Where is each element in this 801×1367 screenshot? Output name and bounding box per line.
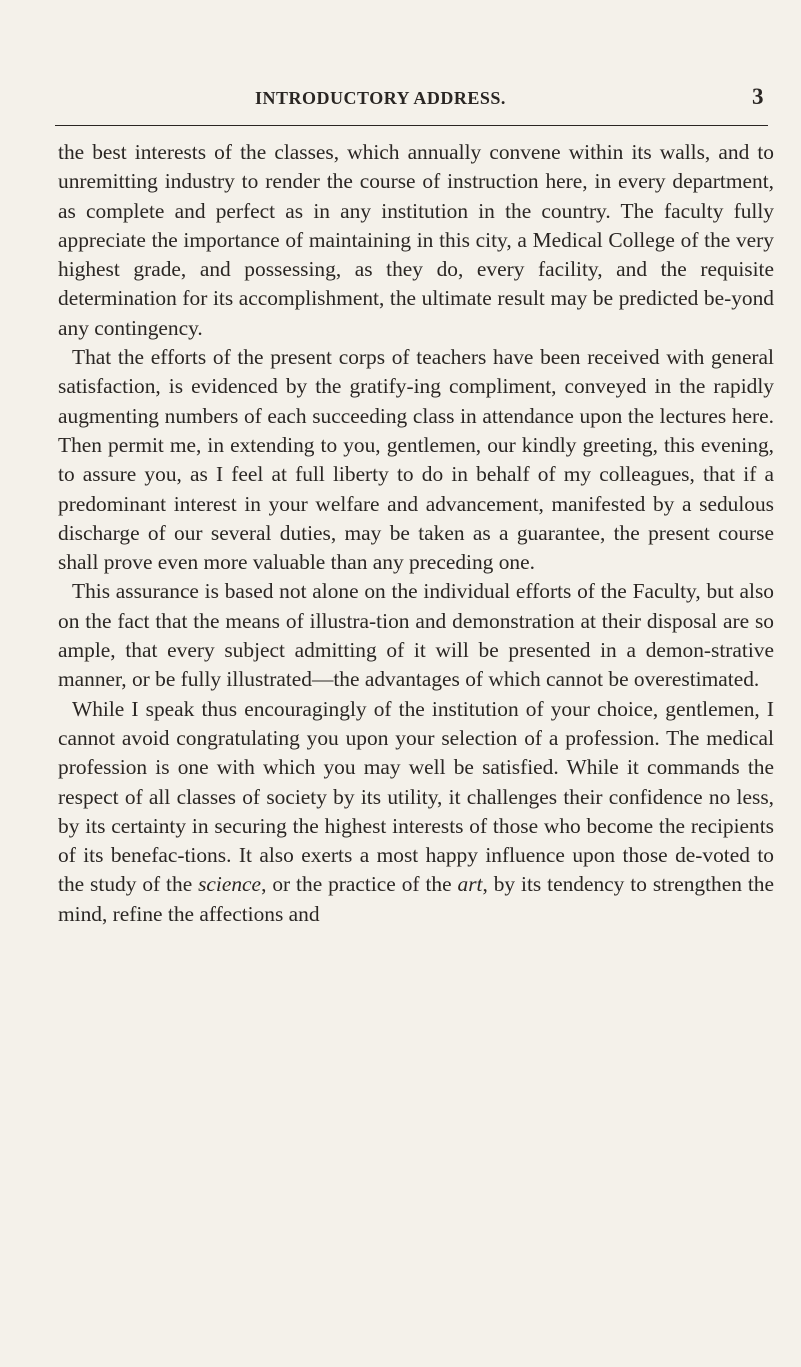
page-number: 3 xyxy=(752,84,764,109)
paragraph-4 xyxy=(58,695,774,929)
paragraph-3: This assurance is based not alone on the individual efforts of the Faculty, but also on the fact that the means of illustra-tion and demonstration at their disposal are so ample, that every subject admitting of it will be presented in a demon-strative manner, or be fully illustrated—the advantages of which cannot be overestimated. xyxy=(58,579,774,692)
paragraph-2: That the efforts of the present corps of teachers have been received with general satisfaction, is evidenced by the gratify-ing compliment, conveyed in the rapidly augmenting numbers of each succeeding class in attendance upon the lectures here. Then permit me, in extending to you, gentlemen, our kindly greeting, this evening, to assure you, as I feel at full liberty to do in behalf of my colleagues, that if a predominant interest in your welfare and advancement, manifested by a sedulous discharge of our several duties, may be taken as a guarantee, the present course shall prove even more valuable than any preceding one. xyxy=(58,345,774,575)
paragraph-4-part-2: , or the practice of the xyxy=(261,872,458,897)
paragraph-4-part-3: , by its tendency to strengthen the mind, refine the affections and xyxy=(58,872,774,926)
paragraph-1: the best interests of the classes, which annually convene within its walls, and to unremitting industry to render the course of instruction here, in every department, as complete and perfect as in any institution in the country. The faculty fully appreciate the importance of maintaining in this city, a Medical College of the very highest grade, and possessing, as they do, every facility, and the requisite determination for its accomplishment, the ultimate result may be predicted be-yond any contingency. xyxy=(58,140,774,340)
paragraph-4-part-1: While I speak thus encouragingly of the institution of your choice, gentlemen, I cannot avoid congratulating you upon your selection of a profession. The medical profession is one with which you may well be satisfied. While it commands the respect of all classes of society by its utility, it challenges their confidence no less, by its certainty in securing the highest interests of those who become the recipients of its benefac-tions. It also exerts a most happy influence upon those de-voted to the study of the xyxy=(58,696,774,897)
header-rule xyxy=(55,125,768,126)
italic-art: art xyxy=(457,872,483,897)
italic-science: science xyxy=(198,872,262,897)
running-head-title: INTRODUCTORY ADDRESS. xyxy=(255,88,506,108)
body-text xyxy=(58,138,774,929)
